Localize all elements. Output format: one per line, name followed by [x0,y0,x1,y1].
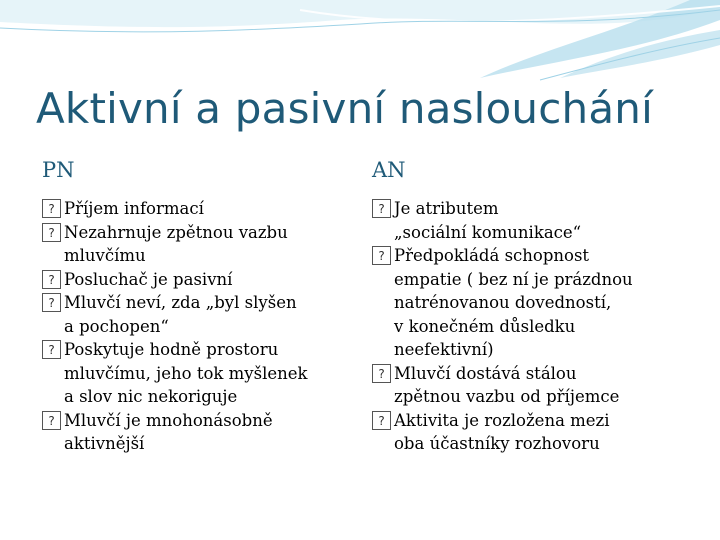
left-bullet-item [42,268,357,292]
bullet-continuation-line: a slov nic nekoriguje [64,387,238,406]
bullet-text-line: Mluvčí je mnohonásobně [64,410,273,430]
left-bullet-item [42,221,357,245]
bullet-text-line: Je atributem [394,199,499,218]
missing-glyph-icon: ? [372,411,391,430]
missing-glyph-icon: ? [42,293,61,312]
missing-glyph-icon: ? [42,199,61,218]
left-bullet-item [42,338,357,362]
bullet-text-line: Předpokládá schopnost [394,246,590,265]
missing-glyph-icon: ? [42,270,61,289]
missing-glyph-icon: ? [372,246,391,265]
bullet-text-line: Aktivita je rozložena mezi [394,410,610,430]
missing-glyph-icon: ? [372,199,391,218]
bullet-text-line: Nezahrnuje zpětnou vazbu [64,222,288,242]
bullet-continuation-line: empatie ( bez ní je prázdnou [394,269,633,289]
right-bullet-item [372,409,702,433]
bullet-continuation-line: aktivnější [64,434,145,453]
bullet-text-line: Mluvčí neví, zda „byl slyšen [64,293,297,312]
missing-glyph-icon: ? [372,364,391,383]
bullet-continuation-line: mluvčímu [64,246,146,265]
left-bullet-item [42,409,357,433]
bullet-continuation-line: zpětnou vazbu od příjemce [394,387,620,406]
right-bullet-item [372,197,702,221]
bullet-text-line: Mluvčí dostává stálou [394,363,577,383]
bullet-continuation-line: v konečném důsledku [394,316,576,336]
bullet-continuation-line: neefektivní) [394,340,494,359]
right-column-list [372,197,702,456]
missing-glyph-icon: ? [42,340,61,359]
left-bullet-item [42,291,357,315]
bullet-continuation-line: mluvčímu, jeho tok myšlenek [64,363,308,383]
left-bullet-item [42,197,357,221]
missing-glyph-icon: ? [42,411,61,430]
right-bullet-item [372,362,702,386]
right-column-heading: AN [372,158,406,182]
header-wave-decoration [0,0,720,90]
bullet-text-line: Posluchač je pasivní [64,269,233,289]
right-bullet-item [372,244,702,268]
bullet-text-line: Příjem informací [64,199,204,218]
bullet-continuation-line: a pochopen“ [64,316,169,336]
bullet-continuation-line: oba účastníky rozhovoru [394,434,600,453]
missing-glyph-icon: ? [42,223,61,242]
left-column-heading: PN [42,158,75,182]
bullet-continuation-line: natrénovanou dovedností, [394,293,612,312]
bullet-text-line: Poskytuje hodně prostoru [64,340,279,359]
page-title: Aktivní a pasivní naslouchání [36,84,653,133]
bullet-continuation-line: „sociální komunikace“ [394,222,582,242]
left-column-list [42,197,357,456]
